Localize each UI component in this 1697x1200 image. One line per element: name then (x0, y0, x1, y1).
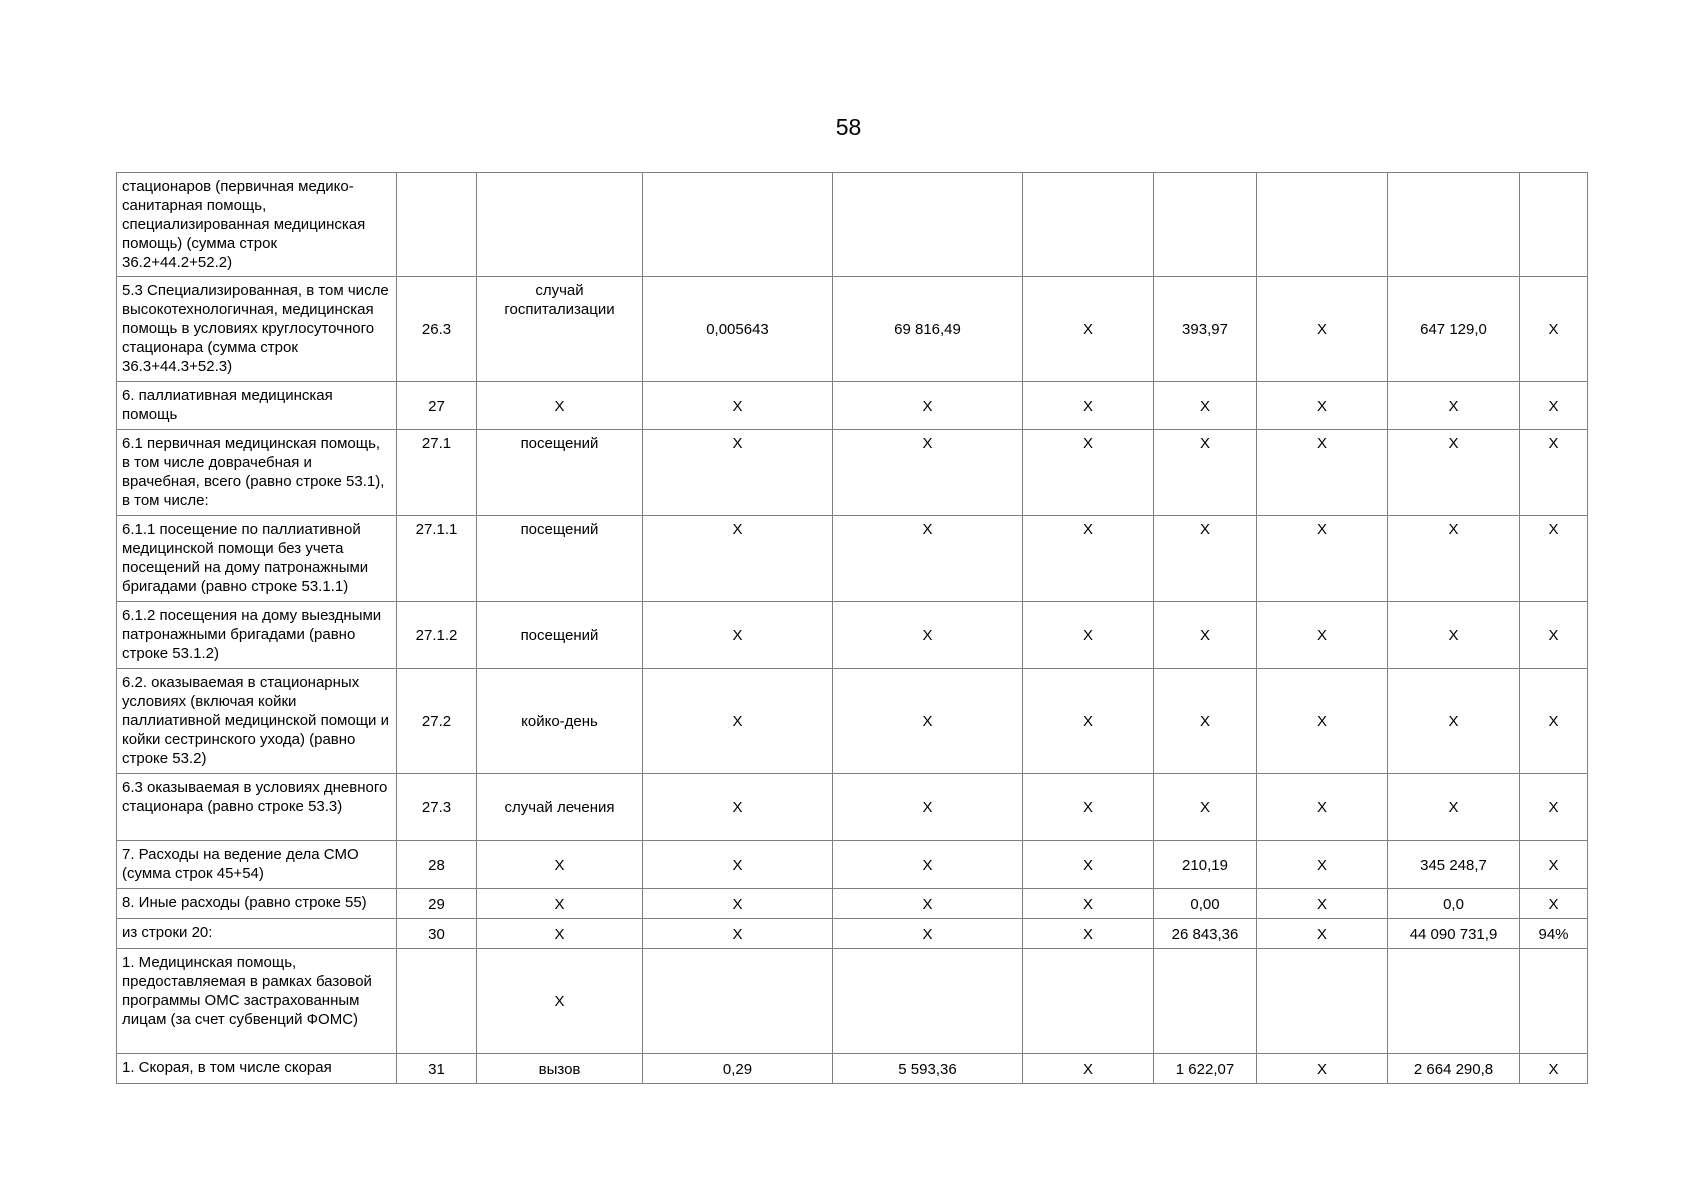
table-cell: 0,29 (643, 1054, 833, 1084)
table-cell (1023, 173, 1154, 277)
table-cell: Х (833, 430, 1023, 516)
table-cell: Х (833, 516, 1023, 602)
table-cell: Х (1257, 669, 1388, 774)
table-cell: Х (1388, 382, 1520, 430)
tariff-table (116, 172, 1588, 1084)
table-cell (643, 173, 833, 277)
row-number-cell: 31 (397, 1054, 477, 1084)
unit-cell: посещений (477, 516, 643, 602)
table-cell (1520, 173, 1588, 277)
table-cell: Х (1023, 841, 1154, 889)
table-row (117, 602, 1588, 669)
table-cell: Х (1023, 1054, 1154, 1084)
table-cell: Х (1023, 516, 1154, 602)
table-cell: Х (643, 516, 833, 602)
table-cell: 0,005643 (643, 277, 833, 382)
table-cell: Х (1257, 1054, 1388, 1084)
unit-cell: Х (477, 919, 643, 949)
unit-cell: случай госпитализации (477, 277, 643, 382)
table-cell (833, 173, 1023, 277)
table-cell: Х (833, 841, 1023, 889)
table-cell: Х (833, 889, 1023, 919)
table-cell: Х (1257, 516, 1388, 602)
table-cell: Х (643, 430, 833, 516)
table-cell: Х (1520, 277, 1588, 382)
table-cell (1154, 949, 1257, 1054)
row-name-cell: 5.3 Специализированная, в том числе высокотехнологичная, медицинская помощь в условиях круглосуточного стационара (сумма строк 36.3+44.3+52.3) (117, 277, 397, 382)
table-cell: 1 622,07 (1154, 1054, 1257, 1084)
table-cell: 0,00 (1154, 889, 1257, 919)
table-cell: Х (833, 602, 1023, 669)
table-cell: Х (1023, 774, 1154, 841)
table-cell: Х (643, 382, 833, 430)
table-cell: 5 593,36 (833, 1054, 1023, 1084)
table-cell: Х (1520, 430, 1588, 516)
table-cell: Х (1257, 889, 1388, 919)
table-cell: Х (833, 669, 1023, 774)
unit-cell: случай лечения (477, 774, 643, 841)
table-row (117, 919, 1588, 949)
table-cell: 26 843,36 (1154, 919, 1257, 949)
row-number-cell: 29 (397, 889, 477, 919)
row-number-cell: 28 (397, 841, 477, 889)
unit-cell: Х (477, 889, 643, 919)
unit-cell: Х (477, 841, 643, 889)
table-cell: Х (1023, 277, 1154, 382)
table-cell: Х (1388, 516, 1520, 602)
row-number-cell: 27.2 (397, 669, 477, 774)
row-name-cell: 6. паллиативная медицинская помощь (117, 382, 397, 430)
table-row (117, 516, 1588, 602)
table-cell: 210,19 (1154, 841, 1257, 889)
row-number-cell: 30 (397, 919, 477, 949)
row-name-cell: 1. Медицинская помощь, предоставляемая в рамках базовой программы ОМС застрахованным лицам (за счет субвенций ФОМС) (117, 949, 397, 1054)
table-cell: Х (1520, 841, 1588, 889)
table-cell: Х (643, 889, 833, 919)
table-cell: Х (1257, 382, 1388, 430)
table-cell (1023, 949, 1154, 1054)
table-cell: Х (1257, 919, 1388, 949)
page-number: 58 (835, 114, 862, 140)
row-number-cell: 27.1.2 (397, 602, 477, 669)
unit-cell: посещений (477, 602, 643, 669)
table-cell: Х (1388, 602, 1520, 669)
table-cell: Х (1023, 382, 1154, 430)
table-cell (1257, 173, 1388, 277)
table-row (117, 669, 1588, 774)
unit-cell: койко-день (477, 669, 643, 774)
table-cell: Х (643, 602, 833, 669)
table-cell: 94% (1520, 919, 1588, 949)
table-cell: Х (1023, 669, 1154, 774)
table-cell: Х (1257, 774, 1388, 841)
table-cell: Х (1520, 774, 1588, 841)
row-name-cell: 8. Иные расходы (равно строке 55) (117, 889, 397, 919)
table-cell: Х (643, 919, 833, 949)
table-cell (1257, 949, 1388, 1054)
table-cell: Х (1154, 602, 1257, 669)
table-row (117, 173, 1588, 277)
table-cell: Х (1023, 430, 1154, 516)
table-cell: Х (1257, 277, 1388, 382)
row-name-cell: из строки 20: (117, 919, 397, 949)
table-cell: 44 090 731,9 (1388, 919, 1520, 949)
table-cell: Х (1154, 382, 1257, 430)
table-cell: Х (833, 382, 1023, 430)
table-row (117, 277, 1588, 382)
table-cell (1388, 173, 1520, 277)
table-cell (1388, 949, 1520, 1054)
table-cell: 0,0 (1388, 889, 1520, 919)
table-cell: Х (1520, 1054, 1588, 1084)
table-row (117, 889, 1588, 919)
table-cell: Х (1520, 516, 1588, 602)
table-cell (477, 173, 643, 277)
table-cell: 647 129,0 (1388, 277, 1520, 382)
table-cell: Х (1520, 382, 1588, 430)
table-cell: Х (1023, 602, 1154, 669)
table-cell: Х (643, 669, 833, 774)
table-cell: Х (1388, 774, 1520, 841)
table-cell: Х (1520, 669, 1588, 774)
table-cell: Х (1154, 669, 1257, 774)
unit-cell: Х (477, 382, 643, 430)
row-name-cell: 6.1.1 посещение по паллиативной медицинской помощи без учета посещений на дому патронажными бригадами (равно строке 53.1.1) (117, 516, 397, 602)
table-cell: 2 664 290,8 (1388, 1054, 1520, 1084)
row-name-cell: 6.1 первичная медицинская помощь, в том числе доврачебная и врачебная, всего (равно строке 53.1), в том числе: (117, 430, 397, 516)
table-cell: Х (1388, 430, 1520, 516)
table-cell: Х (833, 919, 1023, 949)
table-cell: Х (1257, 602, 1388, 669)
row-number-cell: 27.3 (397, 774, 477, 841)
table-cell (397, 173, 477, 277)
table-cell: Х (1154, 430, 1257, 516)
row-number-cell (397, 949, 477, 1054)
table-cell (1154, 173, 1257, 277)
table-cell: Х (833, 774, 1023, 841)
unit-cell: Х (477, 949, 643, 1054)
table-row (117, 430, 1588, 516)
row-name-cell: стационаров (первичная медико-санитарная помощь, специализированная медицинская помощь) (сумма строк 36.2+44.2+52.2) (117, 173, 397, 277)
table-row (117, 1054, 1588, 1084)
table-cell: Х (1023, 889, 1154, 919)
row-name-cell: 6.3 оказываемая в условиях дневного стационара (равно строке 53.3) (117, 774, 397, 841)
table-row (117, 382, 1588, 430)
table-cell: Х (1154, 774, 1257, 841)
unit-cell: посещений (477, 430, 643, 516)
row-name-cell: 6.2. оказываемая в стационарных условиях (включая койки паллиативной медицинской помощи и койки сестринского ухода) (равно строке 53.2) (117, 669, 397, 774)
row-number-cell: 27.1 (397, 430, 477, 516)
table-cell: Х (1388, 669, 1520, 774)
row-name-cell: 7. Расходы на ведение дела СМО (сумма строк 45+54) (117, 841, 397, 889)
row-number-cell: 27.1.1 (397, 516, 477, 602)
table-cell: 345 248,7 (1388, 841, 1520, 889)
row-name-cell: 6.1.2 посещения на дому выездными патронажными бригадами (равно строке 53.1.2) (117, 602, 397, 669)
table-cell: Х (1257, 841, 1388, 889)
table-cell: Х (643, 841, 833, 889)
table-cell: Х (1520, 602, 1588, 669)
table-cell: Х (1154, 516, 1257, 602)
table-cell: Х (643, 774, 833, 841)
table-cell (1520, 949, 1588, 1054)
table-cell: Х (1257, 430, 1388, 516)
table-cell (833, 949, 1023, 1054)
table-row (117, 841, 1588, 889)
unit-cell: вызов (477, 1054, 643, 1084)
table-row (117, 774, 1588, 841)
table-cell: Х (1023, 919, 1154, 949)
row-name-cell: 1. Скорая, в том числе скорая (117, 1054, 397, 1084)
table-row (117, 949, 1588, 1054)
table-cell: Х (1520, 889, 1588, 919)
table-cell (643, 949, 833, 1054)
table-cell: 393,97 (1154, 277, 1257, 382)
table-cell: 69 816,49 (833, 277, 1023, 382)
row-number-cell: 27 (397, 382, 477, 430)
row-number-cell: 26.3 (397, 277, 477, 382)
